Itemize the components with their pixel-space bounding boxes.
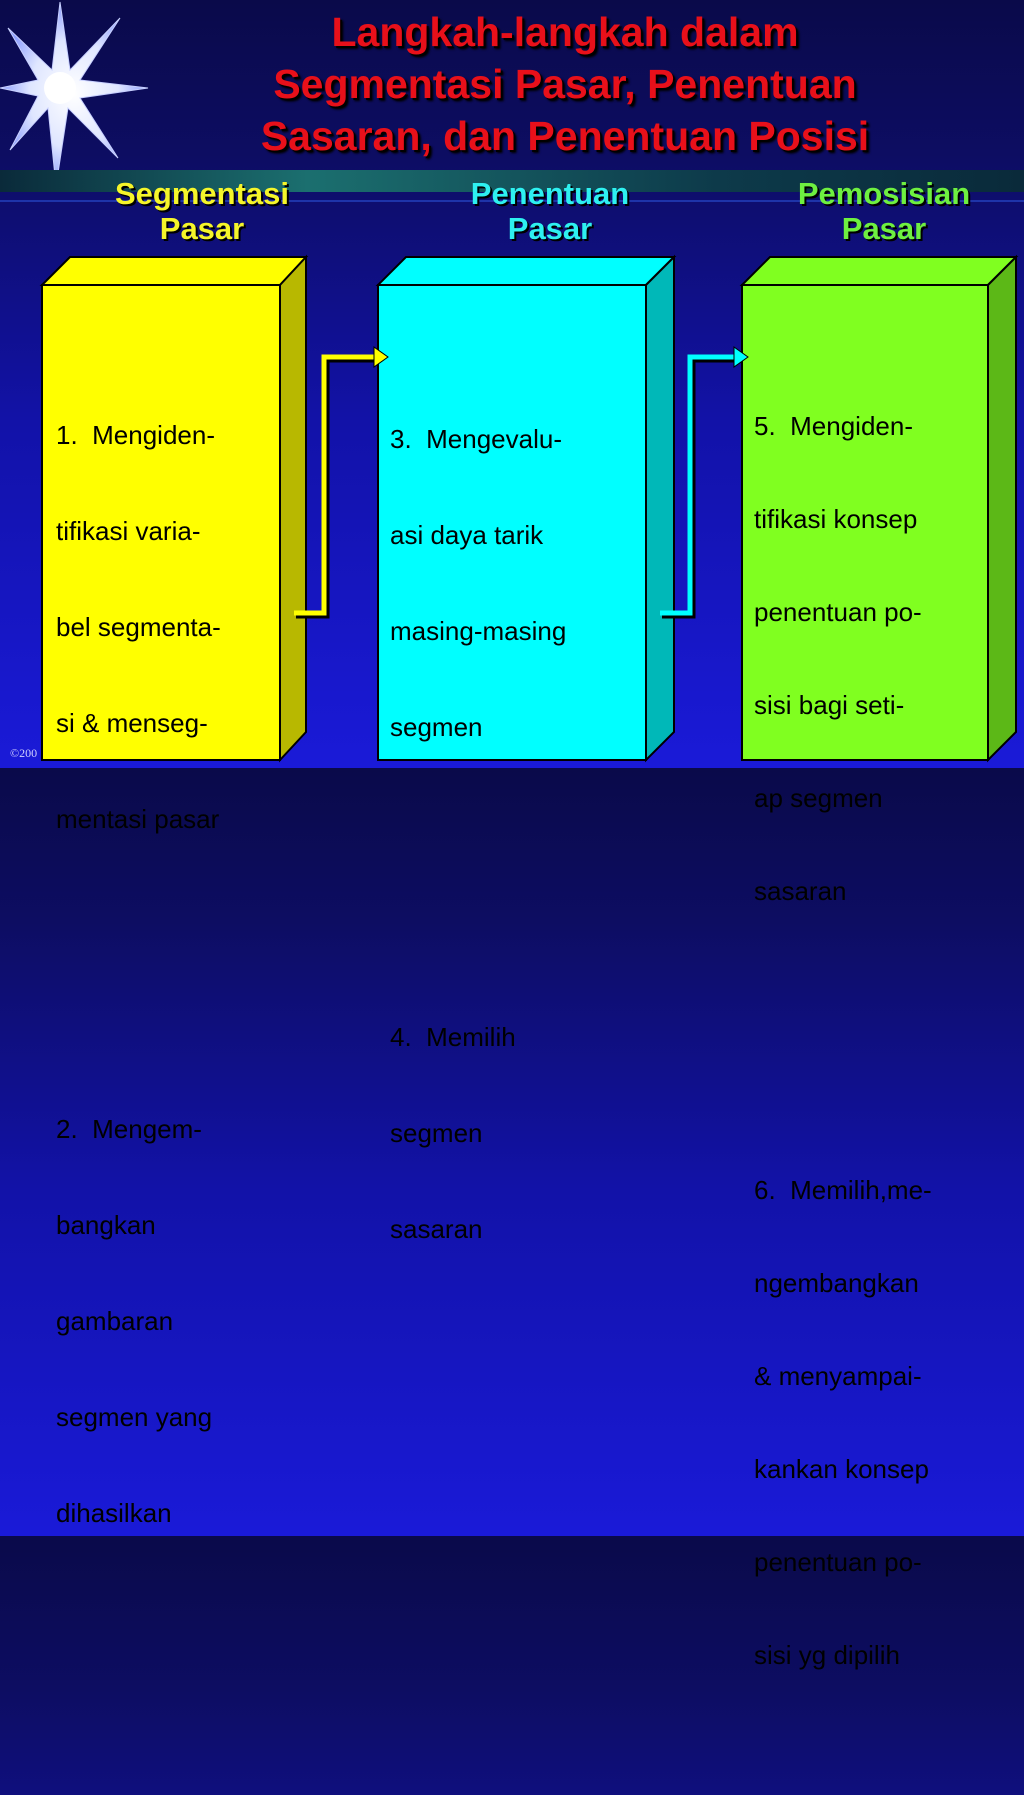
- heading-segmentasi-pasar: [82, 176, 322, 246]
- item-line: dihasilkan: [56, 1498, 172, 1528]
- box-content: [390, 295, 566, 1373]
- heading-line: Pasar: [841, 211, 927, 246]
- item-line: ngembangkan: [754, 1268, 919, 1298]
- item-line: bangkan: [56, 1210, 156, 1240]
- sparkle-star-icon: [0, 0, 150, 190]
- footer-copyright: ©200: [10, 746, 38, 760]
- heading-pemosisian-pasar: [764, 176, 1004, 246]
- connector-arrow: [656, 345, 766, 625]
- item-line: sisi yg dipilih: [754, 1640, 900, 1670]
- item-line: masing-masing: [390, 616, 567, 646]
- item-line: tifikasi konsep: [754, 504, 918, 534]
- connector-arrow: [290, 345, 400, 625]
- item-line: sisi bagi seti-: [754, 690, 905, 720]
- box-top-face: [378, 257, 674, 285]
- list-item: [754, 349, 932, 969]
- item-line: & menyampai-: [754, 1361, 922, 1391]
- item-line: segmen yang: [56, 1402, 213, 1432]
- item-line: si & menseg-: [56, 708, 208, 738]
- title-line: Sasaran, dan Penentuan Posisi: [260, 113, 870, 159]
- item-line: 2. Mengem-: [56, 1114, 202, 1144]
- item-line: sasaran: [754, 876, 847, 906]
- slide-title: [150, 6, 980, 162]
- item-line: 5. Mengiden-: [754, 411, 913, 441]
- box-content: [56, 291, 221, 1657]
- list-item: [390, 957, 566, 1309]
- heading-line: Segmentasi: [114, 176, 289, 211]
- item-line: 4. Memilih: [390, 1022, 516, 1052]
- title-line: Langkah-langkah dalam: [331, 9, 799, 55]
- item-line: mentasi pasar: [56, 804, 220, 834]
- heading-line: Penentuan: [470, 176, 630, 211]
- item-line: bel segmenta-: [56, 612, 221, 642]
- item-line: 6. Memilih,me-: [754, 1175, 932, 1205]
- item-line: gambaran: [56, 1306, 174, 1336]
- box-side-face: [988, 257, 1016, 760]
- item-line: penentuan po-: [754, 597, 922, 627]
- heading-penentuan-pasar: [430, 176, 670, 246]
- list-item: [390, 359, 566, 807]
- list-item: [56, 355, 221, 899]
- item-line: penentuan po-: [754, 1547, 922, 1577]
- item-line: kankan konsep: [754, 1454, 929, 1484]
- list-item: [56, 1049, 221, 1593]
- box-top-face: [742, 257, 1016, 285]
- item-line: sasaran: [390, 1214, 483, 1244]
- title-line: Segmentasi Pasar, Penentuan: [273, 61, 857, 107]
- box-content: [754, 287, 932, 1795]
- item-line: 1. Mengiden-: [56, 420, 215, 450]
- heading-line: Pemosisian: [797, 176, 971, 211]
- list-item: [754, 1113, 932, 1733]
- item-line: asi daya tarik: [390, 520, 544, 550]
- box-top-face: [42, 257, 306, 285]
- item-line: segmen: [390, 1118, 483, 1148]
- item-line: ap segmen: [754, 783, 883, 813]
- item-line: segmen: [390, 712, 483, 742]
- item-line: 3. Mengevalu-: [390, 424, 562, 454]
- heading-line: Pasar: [507, 211, 593, 246]
- item-line: tifikasi varia-: [56, 516, 201, 546]
- heading-line: Pasar: [159, 211, 245, 246]
